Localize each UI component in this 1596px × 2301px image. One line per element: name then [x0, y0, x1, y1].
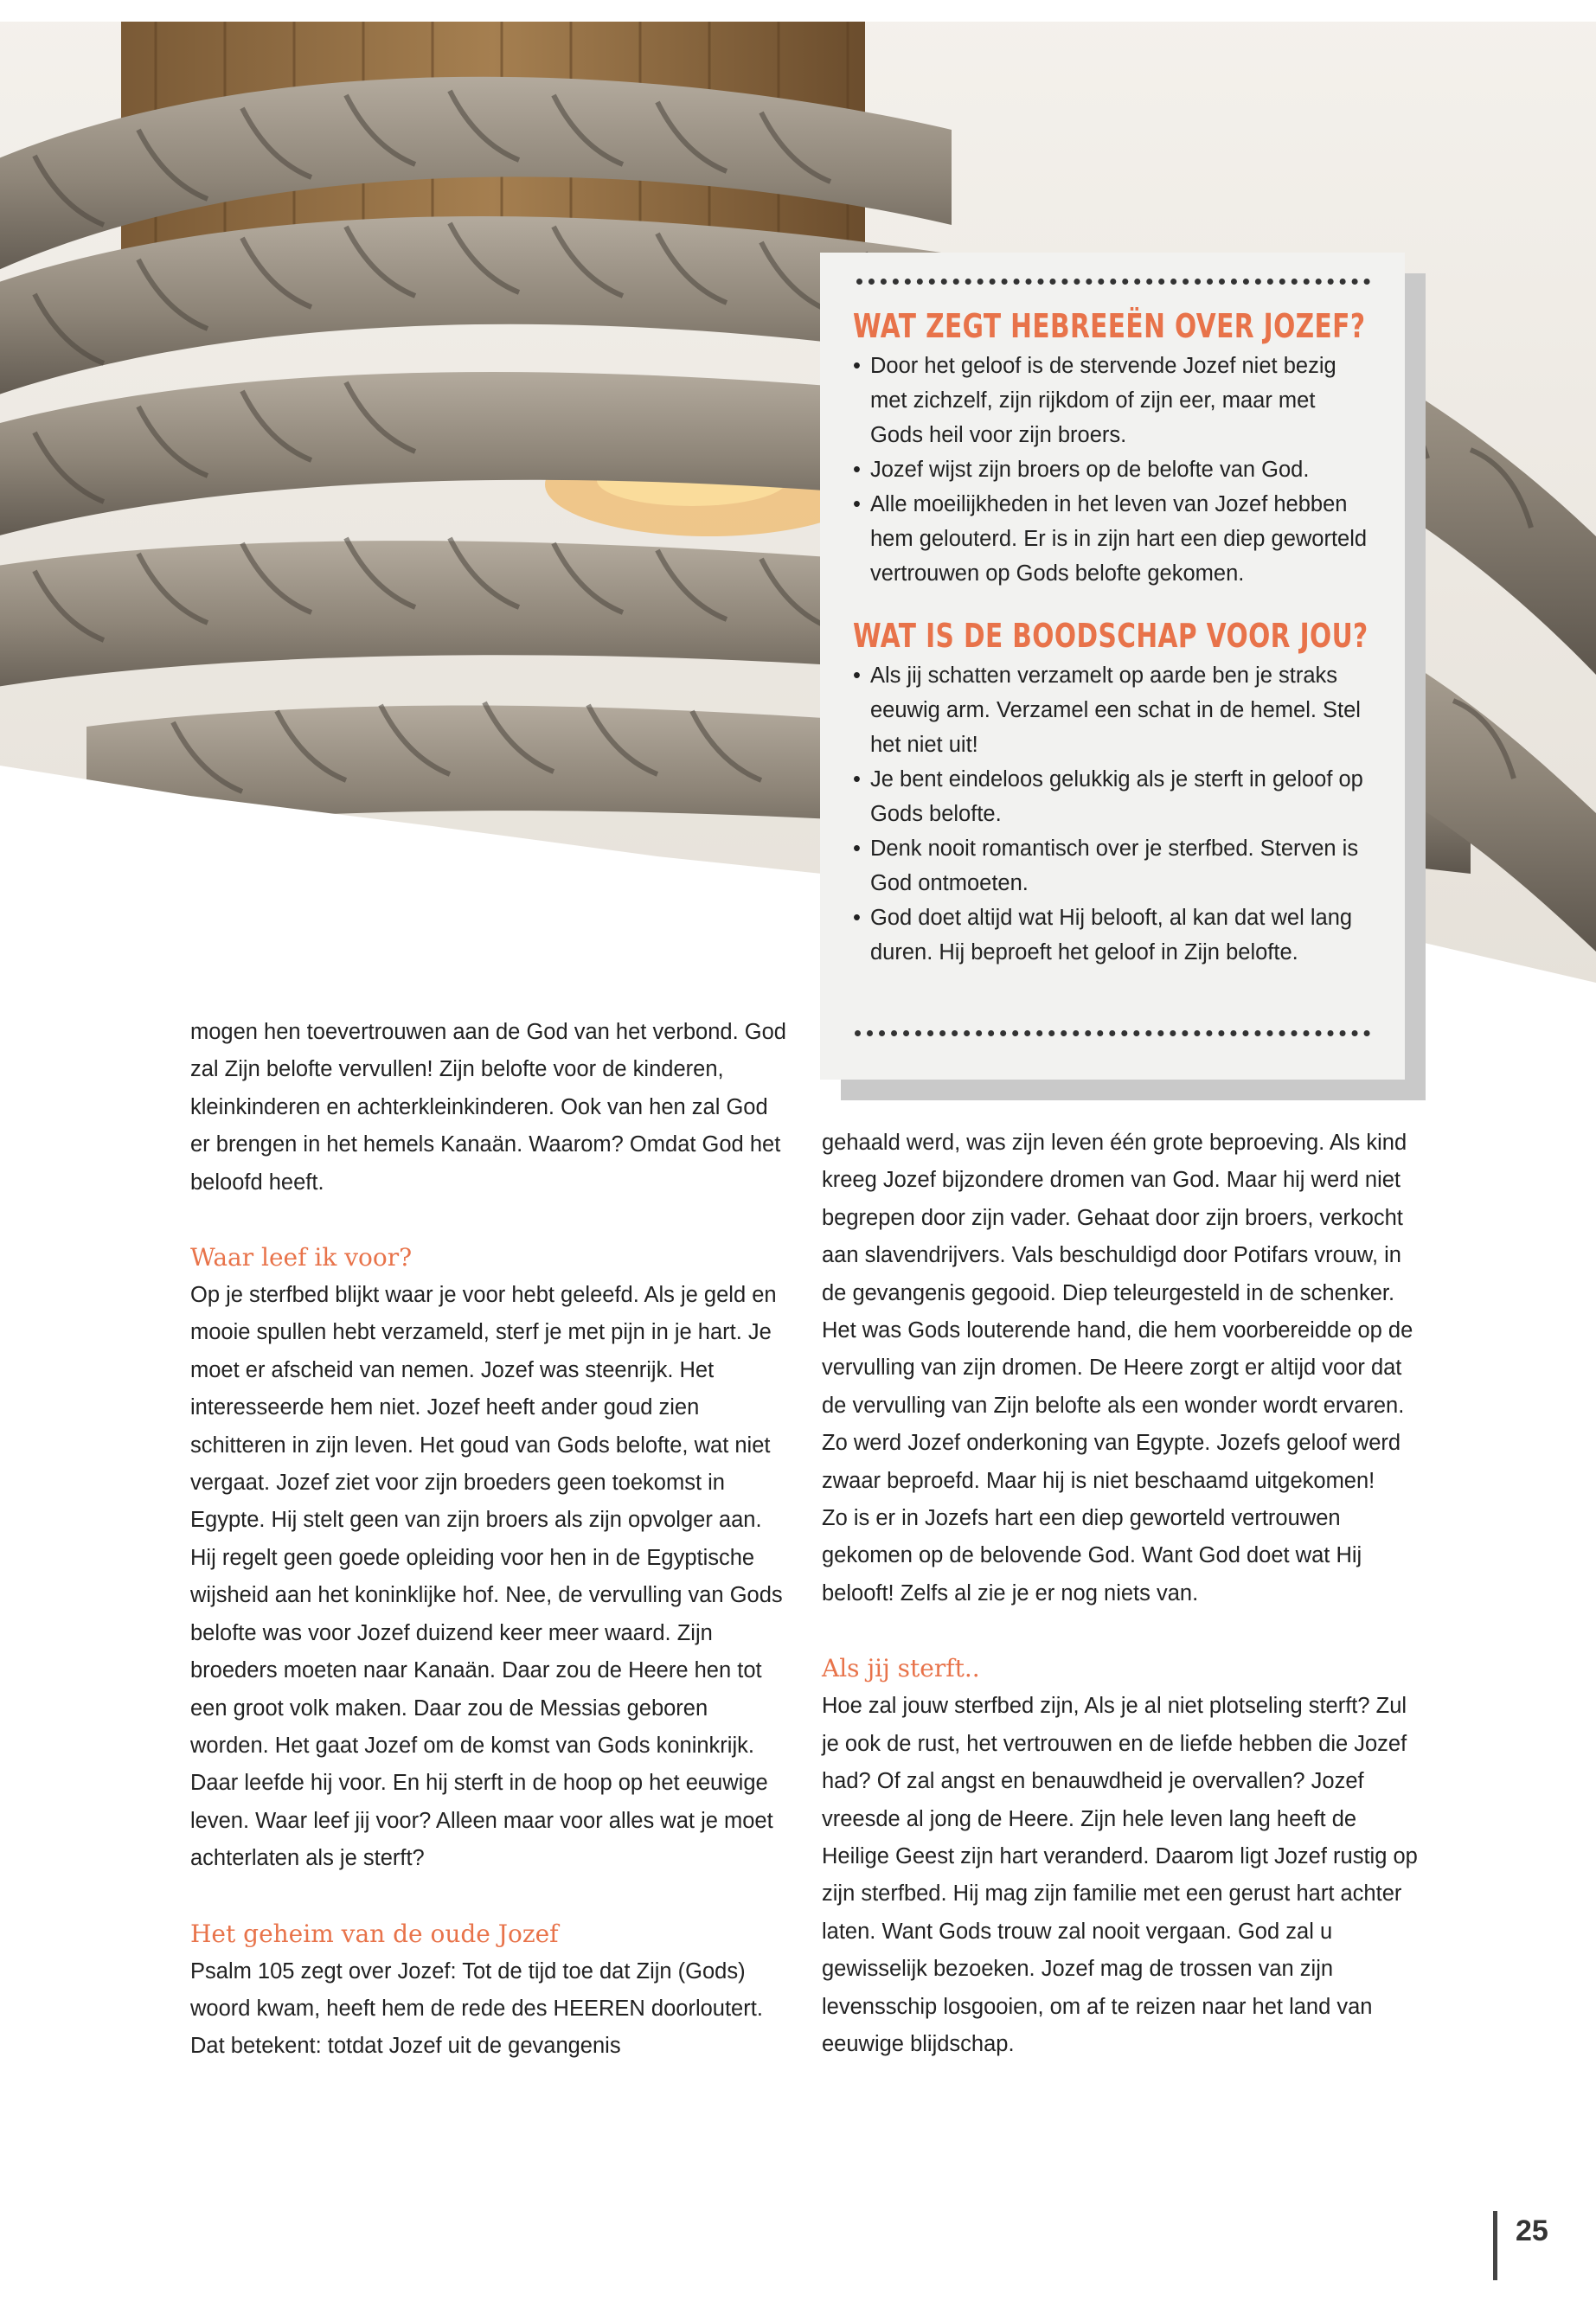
paragraph-intro: mogen hen toevertrouwen aan de God van het verbond. God zal Zijn belofte vervullen! Zijn belofte voor de kinderen, kleinkinderen en achterkleinkinderen. Ook van hen zal God er brengen in het hemels Kanaän. Waarom? Omdat God het beloofd heeft. [190, 1020, 786, 1195]
list-item: • Je bent eindeloos gelukkig als je sterft in geloof op Gods belofte. [853, 762, 1374, 831]
paragraph: Op je sterfbed blijkt waar je voor hebt geleefd. Als je geld en mooie spullen hebt verzameld, sterf je met pijn in je hart. Je moet er afscheid van nemen. Jozef was steenrijk. Het interesseerde hem niet. Jozef heeft ander goud zien schitteren in zijn leven. Het goud van Gods belofte, wat niet vergaat. Jozef ziet voor zijn broeders geen toekomst in Egypte. Hij stelt geen van zijn broers als zijn opvolger aan. Hij regelt geen goede opleiding voor hen in de Egyptische wijsheid aan het koninklijke hof. Nee, de vervulling van Gods belofte was voor Jozef duizend keer meer waard. Zijn broeders moeten naar Kanaän. Daar zou de Heere hen tot een groot volk maken. Daar zou de Messias geboren worden. Het gaat Jozef om de komst van Gods koninkrijk. Daar leefde hij voor. En hij sterft in de hoop op het eeuwige leven. Waar leef jij voor? Alleen maar voor alles wat je moet achterlaten als je sterft? [190, 1283, 783, 1871]
dotted-divider-bottom [855, 1030, 1370, 1036]
heading-geheim-oude-jozef: Het geheim van de oude Jozef [190, 1919, 559, 1948]
list-item: • Alle moeilijkheden in het leven van Jozef hebben hem gelouterd. Er is in zijn hart een diep geworteld vertrouwen op Gods belofte gekomen. [853, 487, 1374, 591]
box-list-hebreeen [853, 349, 1374, 591]
paragraph: Zo is er in Jozefs hart een diep geworteld vertrouwen gekomen op de belovende God. Want God doet wat Hij belooft! Zelfs al zie je er nog niets van. [822, 1506, 1362, 1606]
list-item: • Denk nooit romantisch over je sterfbed. Sterven is God ontmoeten. [853, 831, 1374, 901]
list-item: • Jozef wijst zijn broers op de belofte van God. [853, 452, 1374, 487]
box-heading-boodschap: WAT IS DE BOODSCHAP VOOR JOU? [853, 617, 1368, 655]
page-number-bar [1493, 2211, 1497, 2280]
box-heading-hebreeen: WAT ZEGT HEBREEËN OVER JOZEF? [853, 307, 1366, 345]
heading-waar-leef-ik-voor: Waar leef ik voor? [190, 1243, 413, 1272]
left-column [190, 1014, 787, 2066]
right-column [822, 1125, 1419, 2063]
dotted-divider-top [856, 279, 1370, 285]
paragraph: Psalm 105 zegt over Jozef: Tot de tijd toe dat Zijn (Gods) woord kwam, heeft hem de rede des HEEREN doorloutert. Dat betekent: totdat Jozef uit de gevangenis [190, 1958, 763, 2059]
box-list-boodschap [853, 658, 1374, 970]
list-item: • God doet altijd wat Hij belooft, al kan dat wel lang duren. Hij beproeft het geloof in Zijn belofte. [853, 901, 1374, 970]
info-box [820, 253, 1405, 1080]
paragraph: Hoe zal jouw sterfbed zijn, Als je al niet plotseling sterft? Zul je ook de rust, het vertrouwen en de liefde hebben die Jozef had? Of zal angst en benauwdheid je overvallen? Jozef vreesde al jong de Heere. Zijn hele leven lang heeft de Heilige Geest zijn hart veranderd. Daarom ligt Jozef rustig op zijn sterfbed. Hij mag zijn familie met een gerust hart achter laten. Want Gods trouw zal nooit vergaan. God zal u gewisselijk bezoeken. Jozef mag de trossen van zijn levensschip losgooien, om af te reizen naar het land van eeuwige blijdschap. [822, 1694, 1418, 2056]
list-item: • Door het geloof is de stervende Jozef niet bezig met zichzelf, zijn rijkdom of zijn eer, maar met Gods heil voor zijn broers. [853, 349, 1374, 452]
paragraph: gehaald werd, was zijn leven één grote beproeving. Als kind kreeg Jozef bijzondere dromen van God. Maar hij werd niet begrepen door zijn vader. Gehaat door zijn broers, verkocht aan slavendrijvers. Vals beschuldigd door Potifars vrouw, in de gevangenis gegooid. Diep teleurgesteld in de schenker. Het was Gods louterende hand, die hem voorbereidde op de vervulling van zijn dromen. De Heere zorgt er altijd voor dat de vervulling van Zijn belofte als een wonder wordt ervaren. Zo werd Jozef onderkoning van Egypte. Jozefs geloof werd zwaar beproefd. Maar hij is niet beschaamd uitgekomen! [822, 1131, 1413, 1493]
heading-als-jij-sterft: Als jij sterft.. [822, 1654, 980, 1683]
list-item: • Als jij schatten verzamelt op aarde ben je straks eeuwig arm. Verzamel een schat in de hemel. Stel het niet uit! [853, 658, 1374, 762]
page-number: 25 [1516, 2214, 1548, 2247]
